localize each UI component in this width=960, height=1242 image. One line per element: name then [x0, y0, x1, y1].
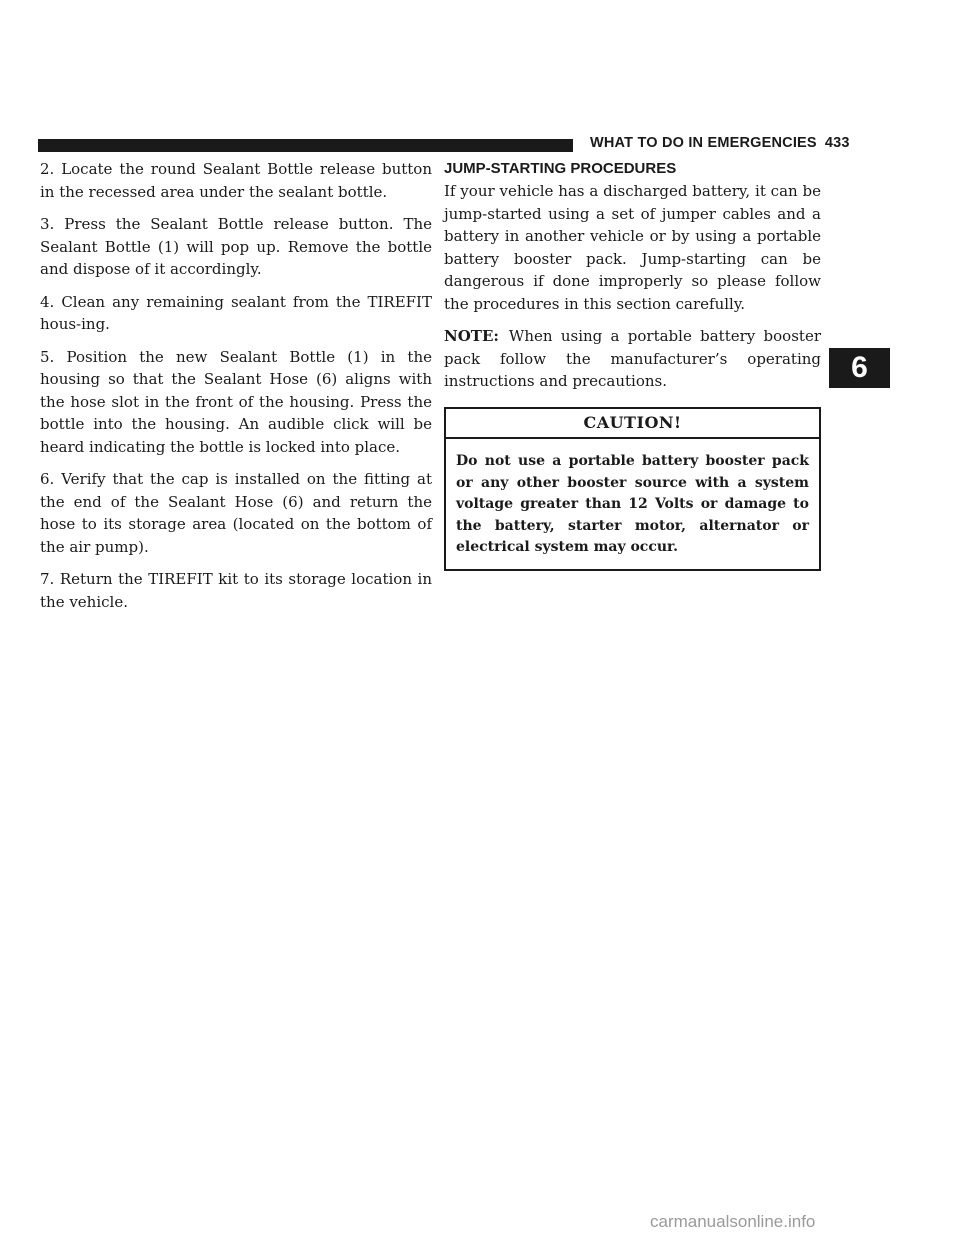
- chapter-tab: 6: [829, 348, 890, 388]
- note-paragraph: [444, 325, 821, 393]
- right-column: [444, 160, 821, 571]
- section-heading: JUMP-STARTING PROCEDURES: [444, 160, 677, 177]
- caution-box: [444, 407, 821, 571]
- running-header: [590, 135, 880, 151]
- watermark: carmanualsonline.info: [650, 1212, 816, 1231]
- caution-title: CAUTION!: [446, 409, 819, 440]
- header-title: WHAT TO DO IN EMERGENCIES: [590, 135, 817, 151]
- caution-body: Do not use a portable battery booster pack or any other booster source with a system voltage greater than 12 Volts or damage to the battery, starter motor, alternator or electrical system may occur.: [456, 453, 809, 555]
- step-3: 3. Press the Sealant Bottle release button. The Sealant Bottle (1) will pop up. Remove the bottle and dispose of it accordingly.: [40, 215, 432, 278]
- left-column: [40, 158, 432, 623]
- step-6: 6. Verify that the cap is installed on the fitting at the end of the Sealant Hose (6) and return the hose to its storage area (located on the bottom of the air pump).: [40, 470, 432, 556]
- page-number: 433: [824, 135, 850, 151]
- step-4: 4. Clean any remaining sealant from the TIREFIT hous-ing.: [40, 292, 432, 333]
- step-5: 5. Position the new Sealant Bottle (1) in the housing so that the Sealant Hose (6) aligns with the hose slot in the front of the housing. Press the bottle into the housing. An audible click will be heard indicating the bottle is locked into place.: [40, 347, 432, 456]
- step-7: 7. Return the TIREFIT kit to its storage location in the vehicle.: [40, 570, 432, 611]
- step-2: 2. Locate the round Sealant Bottle release button in the recessed area under the sealant bottle.: [40, 160, 432, 201]
- header-rule: [38, 139, 573, 152]
- note-text: When using a portable battery booster pack follow the manufacturer’s operating instructions and precautions.: [444, 327, 821, 390]
- intro-paragraph: If your vehicle has a discharged battery, it can be jump-started using a set of jumper cables and a battery in another vehicle or by using a portable battery booster pack. Jump-starting can be dangerous if done improperly so please follow the procedures in this section carefully.: [444, 182, 821, 313]
- note-label: NOTE:: [444, 327, 499, 345]
